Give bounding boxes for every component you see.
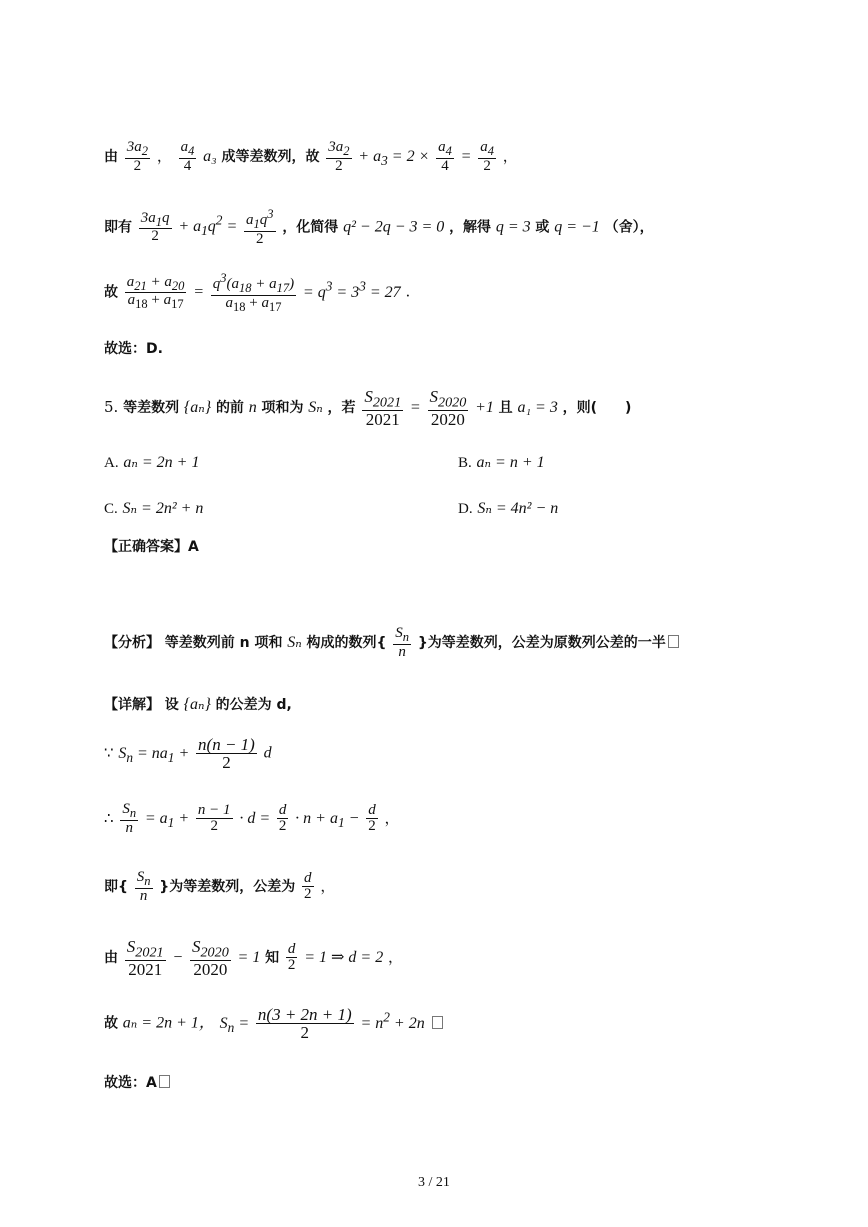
step-5 <box>104 1006 443 1041</box>
option-a-expr: aₙ = 2n + 1 <box>123 454 200 471</box>
choose2-text: 故选：A <box>104 1075 157 1091</box>
choose-answer-1: 故选：D. <box>104 341 163 357</box>
because-symbol: ∵ <box>104 743 114 762</box>
fraction-a4-over-4-b: $\frac{a_4}{4}$ <box>438 139 452 174</box>
analysis-text3: }为等差数列，公差为原数列公差的一半 <box>417 634 666 651</box>
fraction-d-over-2-step4: $\frac{d}{2}$ <box>287 941 296 974</box>
step5-result: = $n^2 + 2n$ <box>360 1009 425 1032</box>
fraction-sn-over-n: $\frac{S_n}{n}$ <box>395 625 410 660</box>
step-1 <box>104 736 272 771</box>
line1-equals: = <box>460 147 472 165</box>
option-a <box>104 452 199 472</box>
line2-eq2: q² − 2q − 3 = 0 <box>343 218 445 236</box>
question-text3: 项和为 <box>261 399 304 416</box>
line2-prefix: 即有 <box>104 219 132 236</box>
step2-eq-c: · $n + a_1$ − <box>295 809 360 830</box>
step-2 <box>104 802 400 836</box>
fraction-s2021: $\frac{S_{2021}}{2021}$ <box>364 387 402 429</box>
question-n: n <box>248 398 257 416</box>
solution-line-1 <box>104 140 518 174</box>
line1-eq-rest: + $a_3 = 2$ × <box>358 147 430 168</box>
missing-glyph-box-2 <box>432 1016 443 1029</box>
analysis-text2: 构成的数列{ <box>306 634 387 651</box>
question-text1: 等差数列 <box>123 399 180 416</box>
step5-prefix: 故 <box>104 1015 118 1032</box>
option-d-expr: Sₙ = 4n² − n <box>477 500 559 517</box>
line2-text1: ，化简得 <box>282 219 339 236</box>
fraction-d-over-2-a: $\frac{d}{2}$ <box>278 802 287 835</box>
line1-a3: a₃ <box>203 147 217 165</box>
step2-eq-b: · d = <box>239 809 271 827</box>
detail-text1: 设 <box>164 697 179 713</box>
step3-prefix: 即{ <box>104 878 128 895</box>
question-text2: 的前 <box>215 399 244 416</box>
step4-prefix: 由 <box>104 949 118 966</box>
detail-seq: {aₙ} <box>183 696 211 713</box>
step1-lhs: $S_n = na_1$ + <box>118 744 190 765</box>
analysis-line <box>104 626 679 660</box>
fraction-s2020-step4: $\frac{S_{2020}}{2020}$ <box>191 937 229 979</box>
question-plus-one: +1 <box>475 398 494 416</box>
option-c <box>104 498 203 518</box>
line1-tail: ， <box>502 146 518 165</box>
fraction-a4-over-2: $\frac{a_4}{2}$ <box>480 139 494 174</box>
fraction-sn-n-step3: $\frac{S_n}{n}$ <box>136 869 151 904</box>
detail-line <box>104 697 292 713</box>
line3-eq-sign: = <box>193 283 204 301</box>
fraction-d-over-2-b: $\frac{d}{2}$ <box>368 802 376 835</box>
fraction-s2020: $\frac{S_{2020}}{2020}$ <box>429 387 467 429</box>
fraction-sn-n-step2: $\frac{S_n}{n}$ <box>122 801 137 836</box>
question-text5: 且 <box>498 399 513 416</box>
option-b-letter: B. <box>458 455 472 471</box>
step4-minus: − <box>172 948 184 966</box>
step2-eq-a: = $a_1$ + <box>144 809 190 830</box>
solution-line-2 <box>104 208 654 247</box>
fraction-n-3-2n-1: $\frac{n(3 + 2n + 1)}{2}$ <box>257 1005 352 1042</box>
question-text4: ，若 <box>327 399 356 416</box>
question-5 <box>104 388 631 428</box>
question-eq-sign: = <box>409 398 421 416</box>
question-sn: Sₙ <box>308 398 323 416</box>
fraction-a21-a20: $\frac{a_{21} + a_{20}}{a_{18} + a_{17}}$ <box>126 273 185 311</box>
step4-mid: 知 <box>265 949 280 966</box>
step-4 <box>104 938 403 978</box>
analysis-label: 【分析】 <box>104 634 160 651</box>
line2-text2: ，解得 <box>449 219 492 236</box>
fraction-a4-over-4: $\frac{a_4}{4}$ <box>180 139 195 174</box>
line1-prefix: 由 <box>104 148 118 165</box>
line2-eq4: q = −1 <box>554 218 600 236</box>
detail-text2: 的公差为 d, <box>215 697 292 713</box>
question-seq: {aₙ} <box>183 398 212 416</box>
option-d-letter: D. <box>458 501 473 517</box>
option-b <box>458 452 545 472</box>
step1-d: d <box>263 744 272 762</box>
step-3 <box>104 870 335 904</box>
line3-prefix: 故 <box>104 284 118 301</box>
step2-tail: ， <box>384 808 400 827</box>
missing-glyph-box-3 <box>159 1075 170 1088</box>
line2-eq3: q = 3 <box>495 218 531 236</box>
choose-answer-2 <box>104 1075 170 1090</box>
step5-sn: $S_n$ = <box>219 1014 250 1035</box>
missing-glyph-box <box>668 635 679 648</box>
option-c-letter: C. <box>104 501 118 517</box>
option-a-letter: A. <box>104 455 119 471</box>
fraction-n-n-minus-1: $\frac{n(n - 1)}{2}$ <box>198 735 255 772</box>
question-number: 5. <box>104 397 119 416</box>
question-text6: ，则( ) <box>562 399 632 416</box>
analysis-sn: Sₙ <box>287 633 302 651</box>
fraction-a1q3-over-2: $\frac{a_1q^3}{2}$ <box>246 207 274 247</box>
fraction-q3-ratio: $\frac{q^3(a_{18} + a_{17})}{a_{18} + a_{17}}$ <box>212 271 295 314</box>
fraction-n-minus-1-over-2: $\frac{n - 1}{2}$ <box>197 802 231 835</box>
line2-text3: 或 <box>535 219 550 236</box>
correct-answer: 【正确答案】A <box>104 539 199 555</box>
line2-plus: + $a_1q^2$ = <box>178 212 238 239</box>
line2-text4: （舍）， <box>604 219 654 236</box>
step4-tail: ， <box>387 947 403 966</box>
fraction-3a2-over-2-b: $\frac{3a_2}{2}$ <box>328 139 350 174</box>
line1-sep: ， <box>156 146 172 165</box>
fraction-3a2-over-2: $\frac{3a_2}{2}$ <box>126 139 149 174</box>
step4-implies: = 1 ⇒ d = 2 <box>304 948 384 966</box>
detail-label: 【详解】 <box>104 697 160 713</box>
line3-result: = $q^3 = 3^3 = 27$ <box>302 278 401 301</box>
step3-tail: ， <box>320 876 336 895</box>
option-b-expr: aₙ = n + 1 <box>476 454 545 471</box>
option-c-expr: Sₙ = 2n² + n <box>122 500 204 517</box>
step5-eq1: aₙ = 2n + 1， <box>122 1014 215 1032</box>
line3-tail: . <box>405 282 411 301</box>
fraction-d-over-2-step3: $\frac{d}{2}$ <box>304 870 312 903</box>
therefore-symbol: ∴ <box>104 808 114 827</box>
question-a1: a₁ = 3 <box>517 398 558 416</box>
solution-line-3 <box>104 272 410 313</box>
fraction-s2021-step4: $\frac{S_{2021}}{2021}$ <box>126 937 164 979</box>
page-number: 3 / 21 <box>418 1175 450 1190</box>
analysis-text1: 等差数列前 n 项和 <box>164 634 283 651</box>
step4-eq-one: = 1 <box>237 948 261 966</box>
option-d <box>458 498 558 518</box>
fraction-3a1q-over-2: $\frac{3a_1q}{2}$ <box>140 209 170 244</box>
line1-mid-text: 成等差数列，故 <box>221 148 320 165</box>
step3-text: }为等差数列，公差为 <box>159 878 296 895</box>
